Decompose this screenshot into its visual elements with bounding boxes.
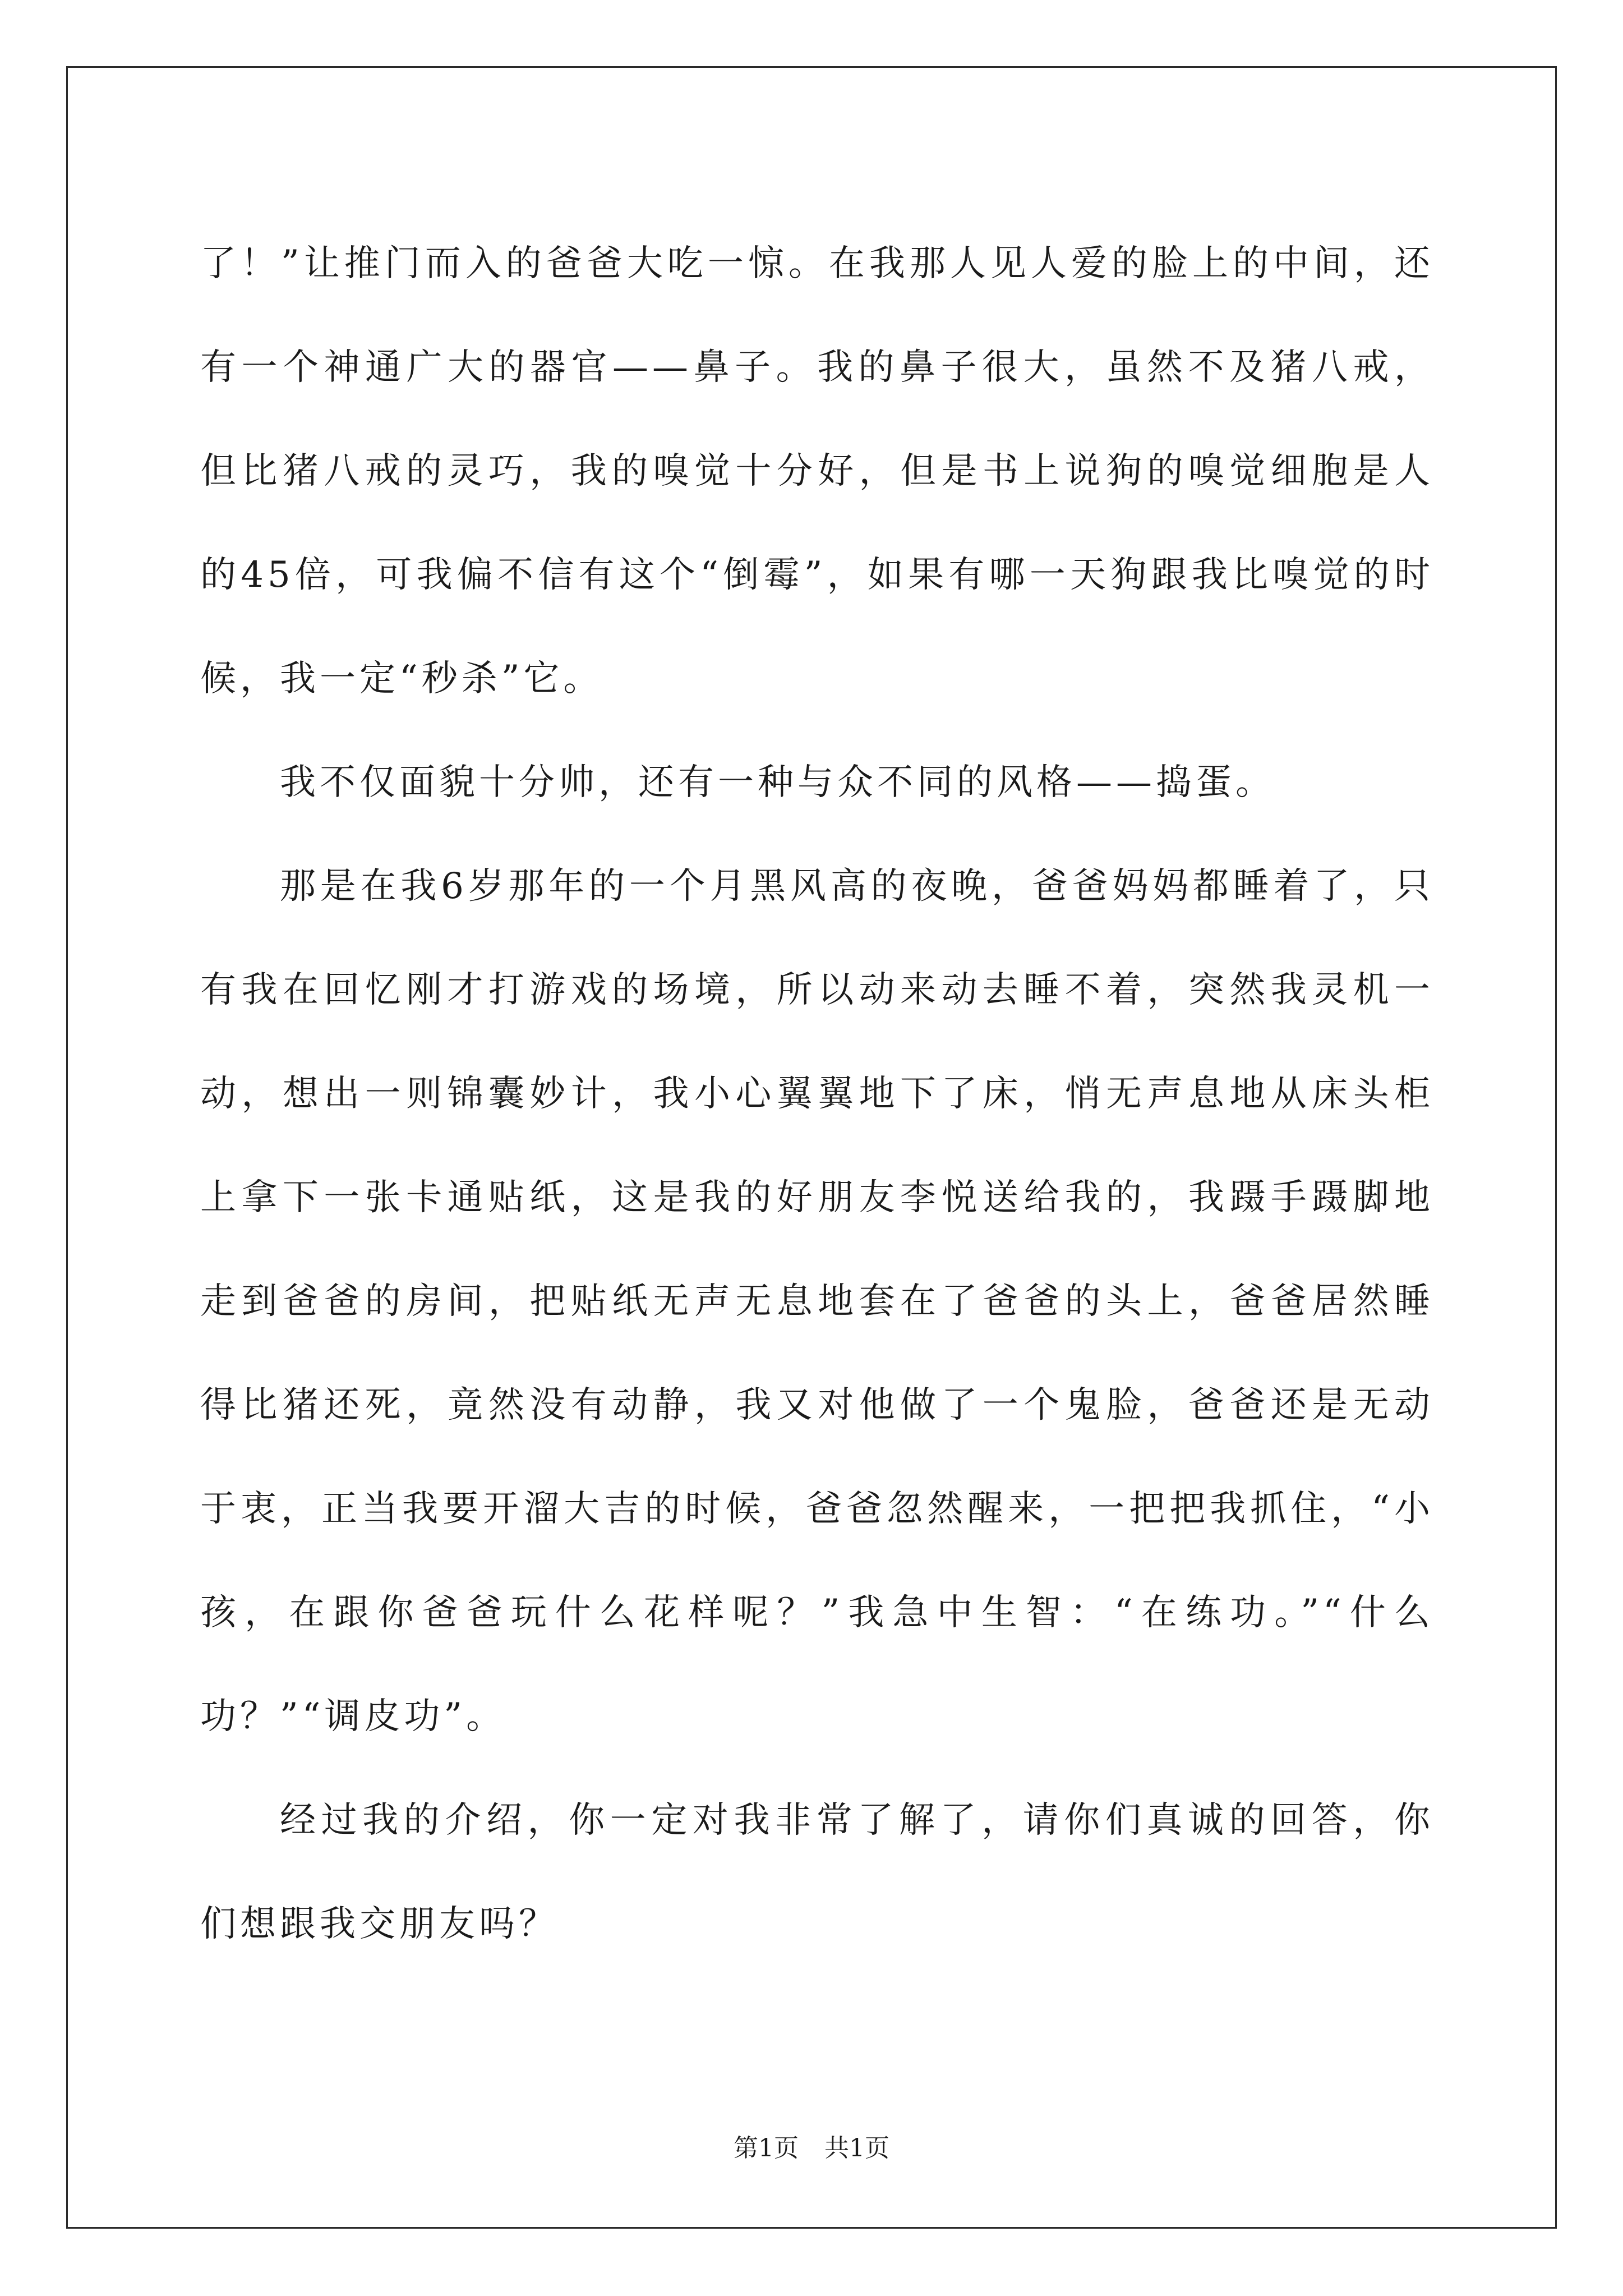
page-number: 第1页 [734,2134,799,2162]
paragraph-3: 那是在我6岁那年的一个月黑风高的夜晚，爸爸妈妈都睡着了，只有我在回忆刚才打游戏的场境，所以动来动去睡不着，突然我灵机一动，想出一则锦囊妙计，我小心翼翼地下了床，悄无声息地从床头柜上拿下一张卡通贴纸，这是我的好朋友李悦送给我的，我蹑手蹑脚地走到爸爸的房间，把贴纸无声无息地套在了爸爸的头上，爸爸居然睡得比猪还死，竟然没有动静，我又对他做了一个鬼脸，爸爸还是无动于衷，正当我要开溜大吉的时候，爸爸忽然醒来，一把把我抓住，“小孩，在跟你爸爸玩什么花样呢？”我急中生智：“在练功。”“什么功？”“调皮功”。 [200,866,1434,1737]
paragraph-1: 了！”让推门而入的爸爸大吃一惊。在我那人见人爱的脸上的中间，还有一个神通广大的器官——鼻子。我的鼻子很大，虽然不及猪八戒，但比猪八戒的灵巧，我的嗅觉十分好，但是书上说狗的嗅觉细胞是人的45倍，可我偏不信有这个“倒霉”，如果有哪一天狗跟我比嗅觉的时候，我一定“秒杀”它。 [200,243,1434,700]
paragraph-4: 经过我的介绍，你一定对我非常了解了，请你们真诚的回答，你们想跟我交朋友吗？ [200,1800,1434,1945]
total-pages: 共1页 [824,2134,889,2162]
document-body [200,212,1434,1976]
paragraph-2: 我不仅面貌十分帅，还有一种与众不同的风格——捣蛋。 [280,762,1275,803]
page-footer [0,2133,1623,2164]
